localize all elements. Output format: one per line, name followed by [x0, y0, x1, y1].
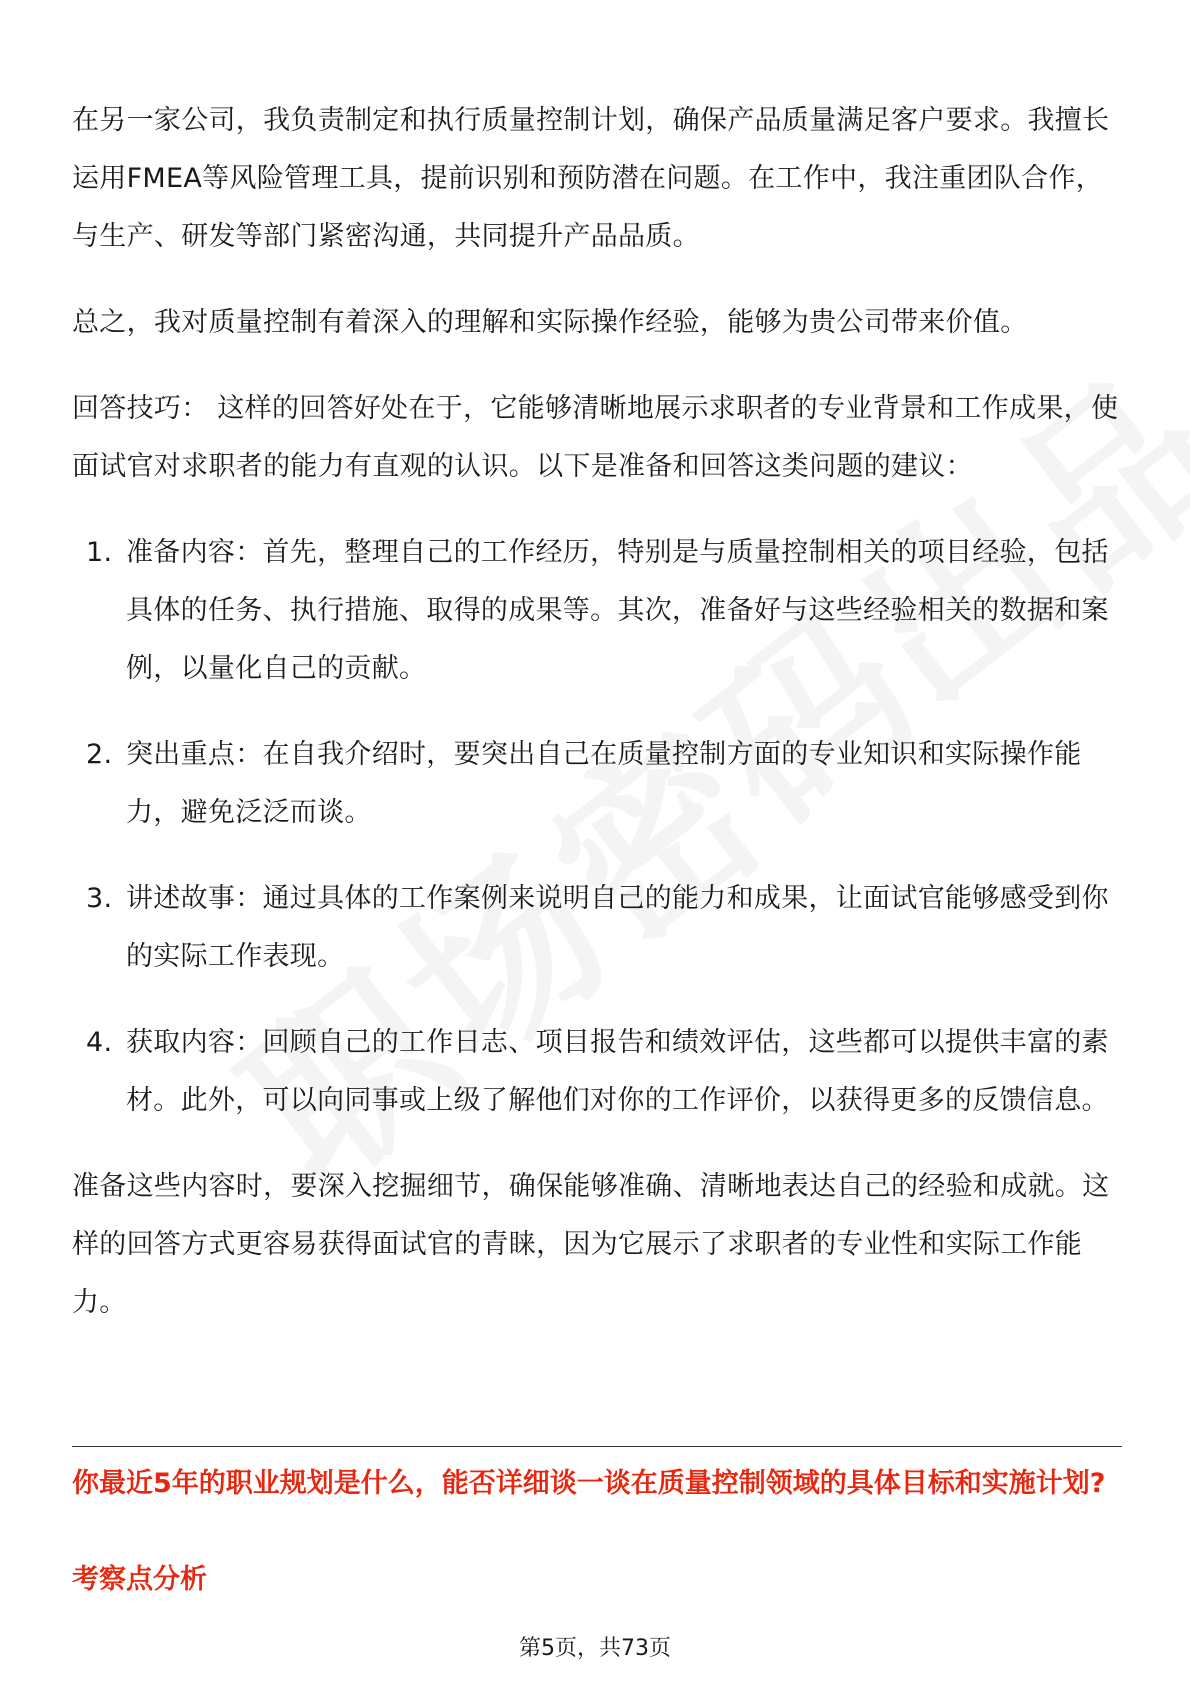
list-item-number: 1. — [86, 537, 113, 568]
section-divider — [72, 1446, 1122, 1447]
page-number: 第5页，共73页 — [519, 1636, 671, 1661]
paragraph-conclusion: 准备这些内容时，要深入挖掘细节，确保能够准确、清晰地表达自己的经验和成就。这样的回答方式更容易获得面试官的青睐，因为它展示了求职者的专业性和实际工作能力。 — [72, 1171, 1110, 1318]
paragraph-company-experience: 在另一家公司，我负责制定和执行质量控制计划，确保产品质量满足客户要求。我擅长运用FMEA等风险管理工具，提前识别和预防潜在问题。在工作中，我注重团队合作，与生产、研发等部门紧密沟通，共同提升产品品质。 — [72, 105, 1110, 252]
paragraph-answer-tips: 回答技巧： 这样的回答好处在于，它能够清晰地展示求职者的专业背景和工作成果，使面试官对求职者的能力有直观的认识。以下是准备和回答这类问题的建议： — [72, 393, 1119, 482]
list-item — [72, 726, 1122, 842]
list-item — [72, 870, 1122, 986]
main-content — [72, 92, 1122, 1332]
interview-question: 你最近5年的职业规划是什么，能否详细谈一谈在质量控制领域的具体目标和实施计划? — [72, 1468, 1106, 1499]
analysis-heading: 考察点分析 — [72, 1564, 207, 1595]
list-item-text: 讲述故事：通过具体的工作案例来说明自己的能力和成果，让面试官能够感受到你的实际工作表现。 — [126, 883, 1109, 972]
tips-list — [72, 524, 1122, 1130]
list-item-number: 4. — [86, 1027, 113, 1058]
list-item-text: 准备内容：首先，整理自己的工作经历，特别是与质量控制相关的项目经验，包括具体的任务、执行措施、取得的成果等。其次，准备好与这些经验相关的数据和案例，以量化自己的贡献。 — [126, 537, 1109, 684]
list-item — [72, 524, 1122, 698]
list-item-text: 获取内容：回顾自己的工作日志、项目报告和绩效评估，这些都可以提供丰富的素材。此外，可以向同事或上级了解他们对你的工作评价，以获得更多的反馈信息。 — [126, 1027, 1109, 1116]
list-item — [72, 1014, 1122, 1130]
list-item-number: 3. — [86, 883, 113, 914]
paragraph-summary: 总之，我对质量控制有着深入的理解和实际操作经验，能够为贵公司带来价值。 — [72, 307, 1028, 338]
list-item-number: 2. — [86, 739, 113, 770]
list-item-text: 突出重点：在自我介绍时，要突出自己在质量控制方面的专业知识和实际操作能力，避免泛泛而谈。 — [126, 739, 1082, 828]
